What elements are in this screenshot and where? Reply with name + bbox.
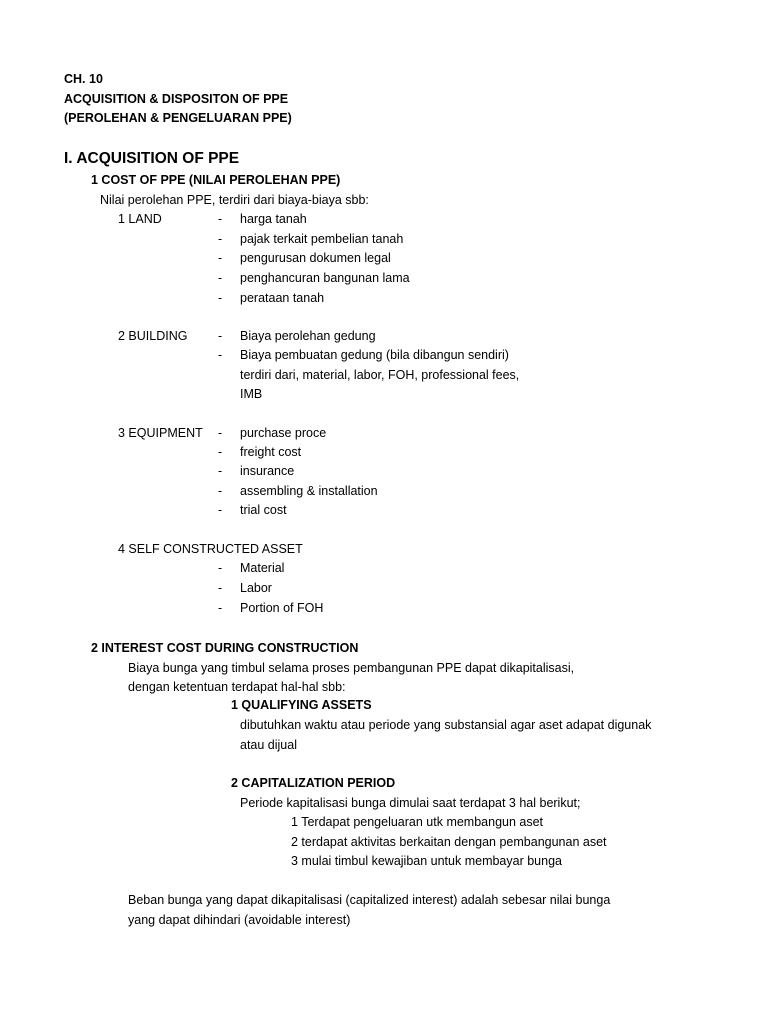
list-item-text: Biaya perolehan gedung <box>240 329 376 343</box>
list-item-text: Portion of FOH <box>240 601 324 615</box>
list-item-text: trial cost <box>240 503 287 517</box>
building-continuation: IMB <box>240 387 263 401</box>
bullet-dash: - <box>218 232 223 246</box>
section-heading: I. ACQUISITION OF PPE <box>64 150 240 167</box>
list-item: 1 Terdapat pengeluaran utk membangun aset <box>291 815 544 829</box>
qualifying-text: dibutuhkan waktu atau periode yang substansial agar aset adapat digunak <box>240 718 652 732</box>
list-item-text: harga tanah <box>240 212 307 226</box>
list-item-text: Biaya pembuatan gedung (bila dibangun sendiri) <box>240 348 509 362</box>
bullet-dash: - <box>218 581 223 595</box>
bullet-dash: - <box>218 212 223 226</box>
list-item: 3 mulai timbul kewajiban untuk membayar bunga <box>291 854 562 868</box>
bullet-dash: - <box>218 561 223 575</box>
bullet-dash: - <box>218 484 223 498</box>
qualifying-title: 1 QUALIFYING ASSETS <box>231 698 372 712</box>
building-label: 2 BUILDING <box>118 329 188 343</box>
interest-intro: dengan ketentuan terdapat hal-hal sbb: <box>128 680 346 694</box>
bullet-dash: - <box>218 329 223 343</box>
list-item-text: purchase proce <box>240 426 327 440</box>
bullet-dash: - <box>218 445 223 459</box>
interest-title: 2 INTEREST COST DURING CONSTRUCTION <box>91 641 359 655</box>
bullet-dash: - <box>218 503 223 517</box>
bullet-dash: - <box>218 271 223 285</box>
list-item-text: insurance <box>240 464 295 478</box>
list-item-text: assembling & installation <box>240 484 378 498</box>
list-item-text: penghancuran bangunan lama <box>240 271 410 285</box>
period-intro: Periode kapitalisasi bunga dimulai saat terdapat 3 hal berikut; <box>240 796 581 810</box>
equipment-label: 3 EQUIPMENT <box>118 426 203 440</box>
list-item-text: Labor <box>240 581 272 595</box>
list-item-text: pengurusan dokumen legal <box>240 251 391 265</box>
cost-intro: Nilai perolehan PPE, terdiri dari biaya-biaya sbb: <box>100 193 369 207</box>
self-constructed-label: 4 SELF CONSTRUCTED ASSET <box>118 542 303 556</box>
bullet-dash: - <box>218 291 223 305</box>
closing-text: Beban bunga yang dapat dikapitalisasi (capitalized interest) adalah sebesar nilai bunga <box>128 893 611 907</box>
interest-intro: Biaya bunga yang timbul selama proses pembangunan PPE dapat dikapitalisasi, <box>128 661 575 675</box>
chapter-label: CH. 10 <box>64 72 103 86</box>
bullet-dash: - <box>218 251 223 265</box>
period-title: 2 CAPITALIZATION PERIOD <box>231 776 396 790</box>
cost-title: 1 COST OF PPE (NILAI PEROLEHAN PPE) <box>91 173 341 187</box>
list-item-text: Material <box>240 561 285 575</box>
document-subtitle: (PEROLEHAN & PENGELUARAN PPE) <box>64 111 292 125</box>
closing-text: yang dapat dihindari (avoidable interest) <box>128 913 351 927</box>
bullet-dash: - <box>218 348 223 362</box>
bullet-dash: - <box>218 601 223 615</box>
list-item-text: pajak terkait pembelian tanah <box>240 232 404 246</box>
bullet-dash: - <box>218 426 223 440</box>
list-item: 2 terdapat aktivitas berkaitan dengan pembangunan aset <box>291 835 607 849</box>
bullet-dash: - <box>218 464 223 478</box>
qualifying-text: atau dijual <box>240 738 297 752</box>
land-label: 1 LAND <box>118 212 162 226</box>
list-item-text: perataan tanah <box>240 291 325 305</box>
document-title: ACQUISITION & DISPOSITON OF PPE <box>64 92 289 106</box>
list-item-text: freight cost <box>240 445 302 459</box>
building-continuation: terdiri dari, material, labor, FOH, professional fees, <box>240 368 520 382</box>
